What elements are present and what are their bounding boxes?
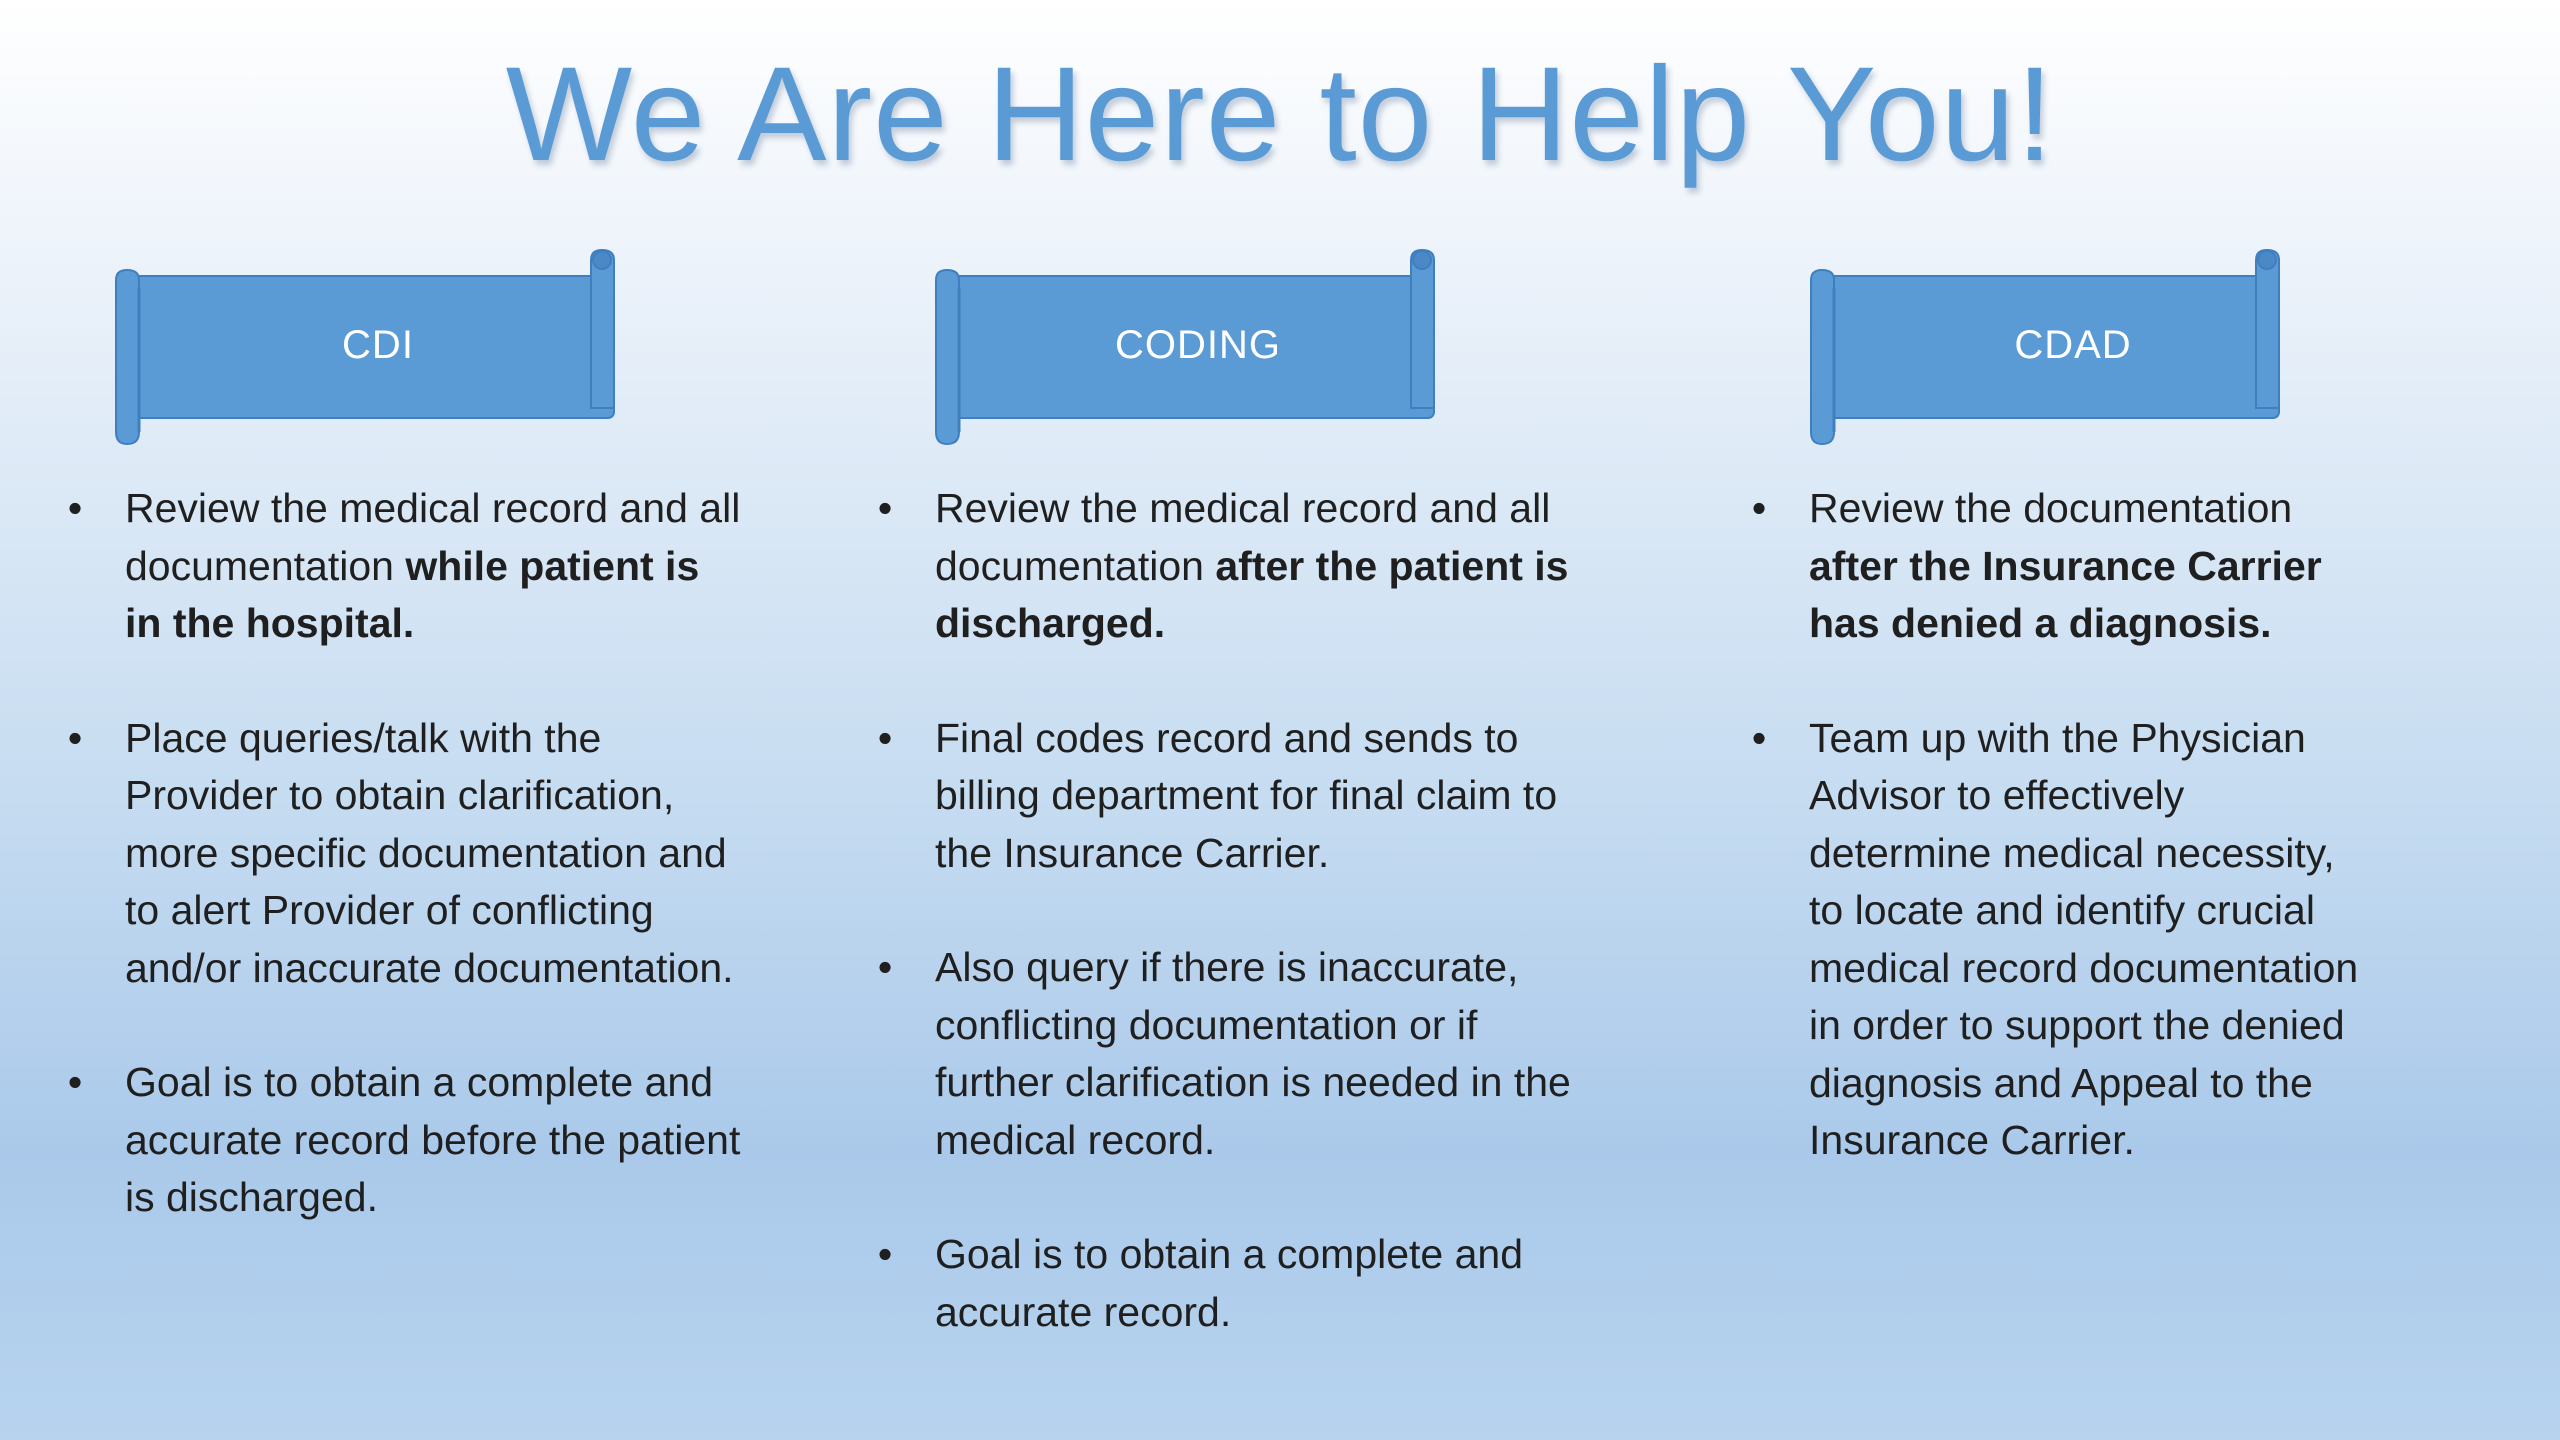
bullet-text: Final codes record and sends to billing department for final claim to the Insurance Carrier. xyxy=(935,714,1558,876)
bullet-marker: • xyxy=(877,1231,893,1277)
bullet-marker: • xyxy=(67,714,83,761)
bullet-text: Place queries/talk with the Provider to obtain clarification, more specific documentation and to alert Provider of conflicting and/or inaccurate documentation. xyxy=(125,714,734,991)
bullet-item xyxy=(873,939,1593,1169)
scroll-banner-coding xyxy=(933,248,1443,448)
bullet-marker: • xyxy=(1751,485,1767,531)
banner-label-cdad: CDAD xyxy=(2014,322,2132,367)
bullet-item xyxy=(63,480,743,653)
bullet-item xyxy=(873,710,1593,883)
bullet-marker: • xyxy=(67,1059,83,1105)
bullet-text: Goal is to obtain a complete and accurate record before the patient is discharged. xyxy=(125,1059,741,1220)
bullet-marker: • xyxy=(1751,714,1767,761)
bullet-text: Team up with the Physician Advisor to effectively determine medical necessity, to locate and identify crucial medical record documentation in order to support the denied diagnosis and Appeal to the Insurance Carrier. xyxy=(1809,714,2359,1163)
bullet-item xyxy=(1747,480,2367,653)
cdad-bullet-list xyxy=(1747,480,2367,1227)
bullet-text: Also query if there is inaccurate, conflicting documentation or if further clarification is needed in the medical record. xyxy=(935,944,1571,1163)
bullet-text: Goal is to obtain a complete and accurate record. xyxy=(935,1231,1524,1335)
bullet-text-bold: after the patient is discharged. xyxy=(935,542,1569,646)
slide-title: We Are Here to Help You! xyxy=(505,40,2055,189)
scroll-banner-cdad xyxy=(1808,248,2318,448)
bullet-item xyxy=(873,1226,1593,1341)
bullet-item xyxy=(63,1054,743,1227)
cdi-bullet-list xyxy=(63,480,743,1284)
scroll-banner-cdi xyxy=(113,248,623,448)
banner-label-cdi: CDI xyxy=(342,322,414,367)
bullet-text-bold: after the Insurance Carrier has denied a diagnosis. xyxy=(1809,542,2322,646)
bullet-text: Review the documentation xyxy=(1809,485,2293,531)
bullet-item xyxy=(873,480,1593,653)
bullet-marker: • xyxy=(877,485,893,531)
bullet-text: Review the medical record and all documentation xyxy=(935,485,1551,589)
banner-label-coding: CODING xyxy=(1115,322,1281,367)
bullet-marker: • xyxy=(877,714,893,761)
bullet-item xyxy=(63,710,743,998)
bullet-marker: • xyxy=(67,485,83,531)
bullet-marker: • xyxy=(877,944,893,990)
bullet-text: Review the medical record and all documentation xyxy=(125,485,741,589)
coding-bullet-list xyxy=(873,480,1593,1398)
bullet-item xyxy=(1747,710,2367,1170)
bullet-text-bold: while patient is in the hospital. xyxy=(125,542,700,646)
